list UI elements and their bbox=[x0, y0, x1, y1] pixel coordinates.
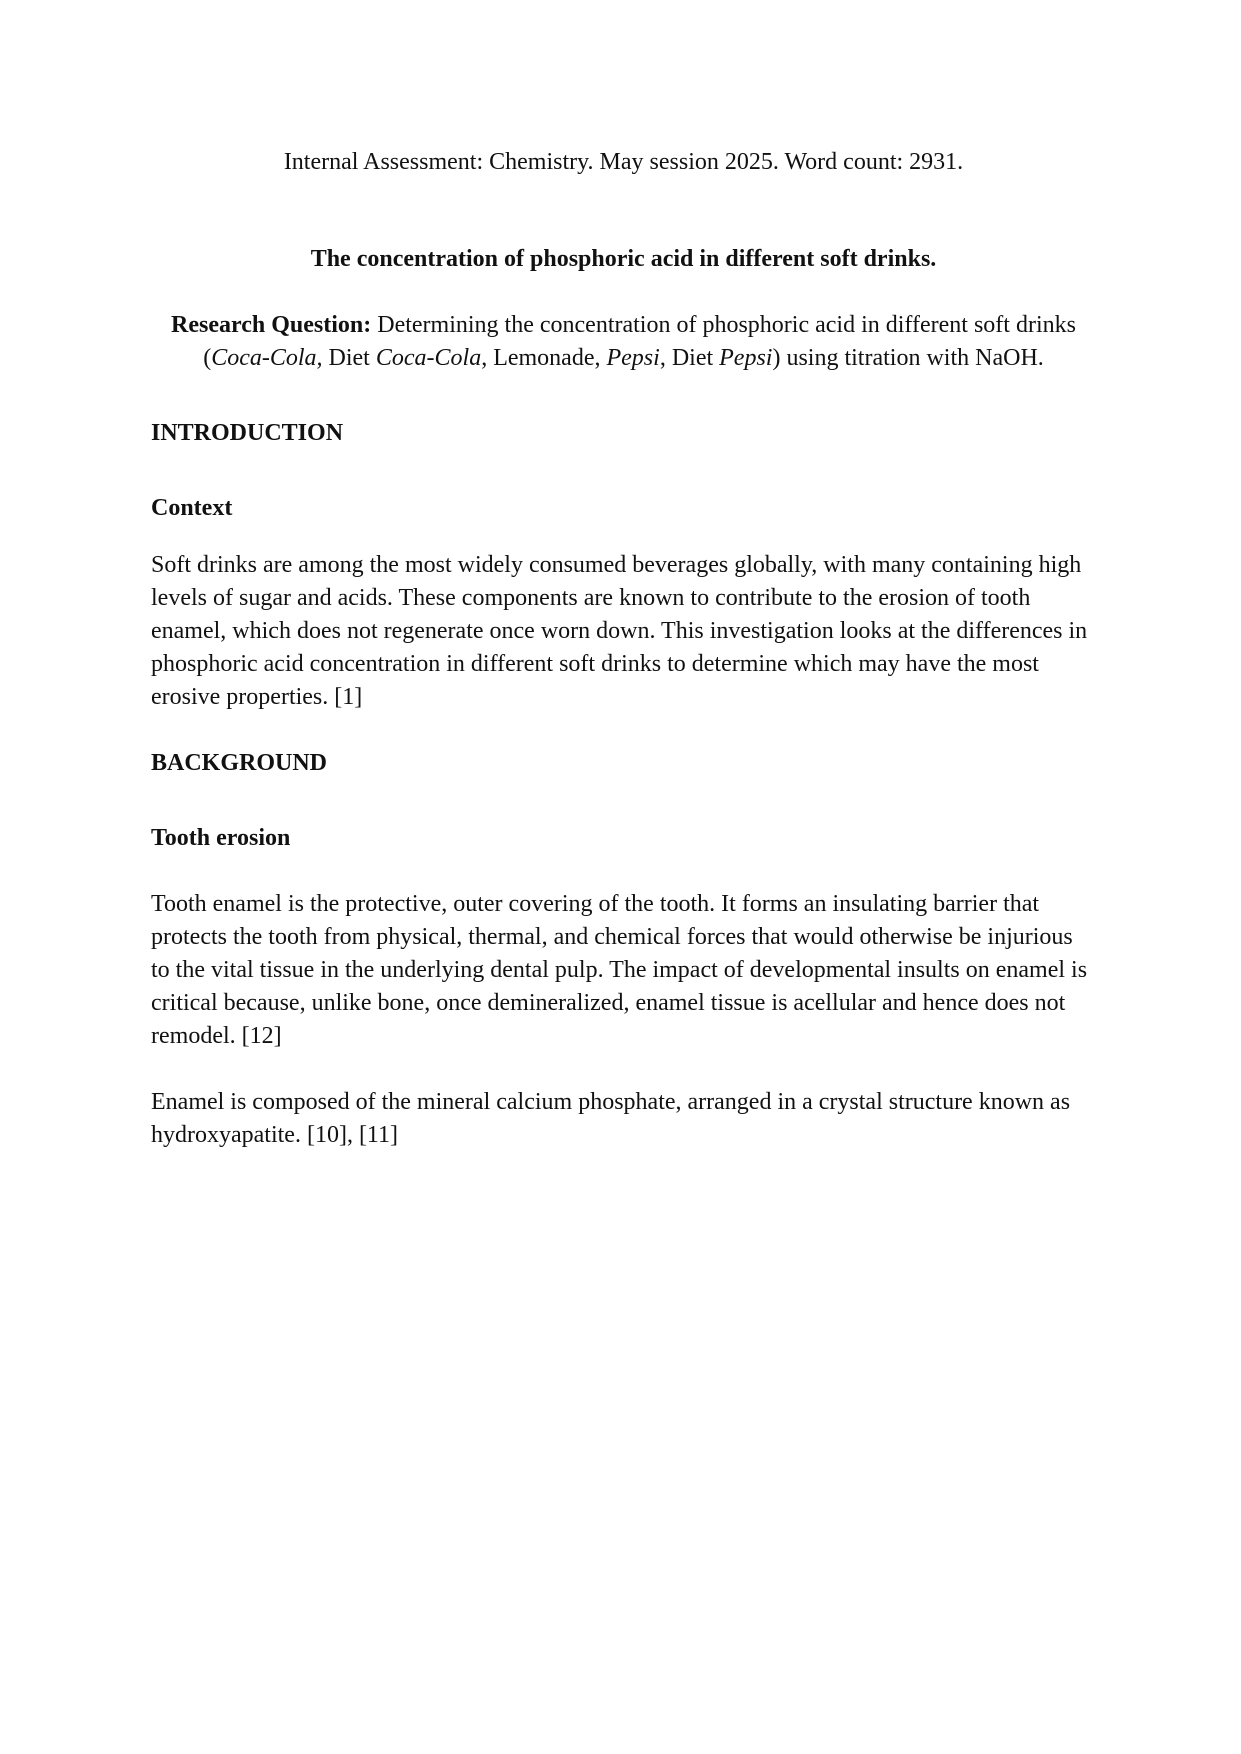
rq-diet-1: Diet bbox=[322, 345, 376, 371]
document-title: The concentration of phosphoric acid in different soft drinks. bbox=[310, 246, 937, 272]
context-paragraph: Soft drinks are among the most widely consumed beverages globally, with many containing high levels of sugar and acids. These components are known to contribute to the erosion of tooth enamel, which does not regenerate once worn down. This investigation looks at the differences in phosphoric acid concentration in different soft drinks to determine which may have the most erosive properties. [1] bbox=[151, 552, 1088, 710]
enamel-composition-paragraph: Enamel is composed of the mineral calcium phosphate, arranged in a crystal structure known as hydroxyapatite. [10], [11] bbox=[151, 1089, 1071, 1148]
rq-pepsi-2: Pepsi bbox=[719, 345, 773, 371]
research-question bbox=[151, 309, 1096, 375]
tooth-enamel-paragraph: Tooth enamel is the protective, outer covering of the tooth. It forms an insulating barrier that protects the tooth from physical, thermal, and chemical forces that would otherwise be injurious to the vital tissue in the underlying dental pulp. The impact of developmental insults on enamel is critical because, unlike bone, once demineralized, enamel tissue is acellular and hence does not remodel. [12] bbox=[151, 891, 1088, 1049]
rq-lemonade: , Lemonade, bbox=[481, 345, 607, 371]
background-heading: BACKGROUND bbox=[151, 750, 328, 776]
tooth-erosion-heading: Tooth erosion bbox=[151, 825, 291, 851]
assessment-meta-line: Internal Assessment: Chemistry. May session 2025. Word count: 2931. bbox=[283, 149, 964, 175]
context-heading: Context bbox=[151, 495, 233, 521]
rq-coca-cola-2: Coca-Cola bbox=[375, 345, 482, 371]
rq-text-before: Determining the concentration of phosphoric acid in different soft drinks ( bbox=[203, 312, 1076, 371]
introduction-heading: INTRODUCTION bbox=[151, 420, 344, 446]
research-question-label: Research Question: bbox=[171, 312, 372, 338]
rq-coca-cola: Coca-Cola, bbox=[211, 345, 323, 371]
rq-text-after: ) using titration with NaOH. bbox=[772, 345, 1044, 371]
rq-pepsi: Pepsi bbox=[606, 345, 660, 371]
page-content bbox=[151, 146, 1096, 1152]
rq-diet-2: , Diet bbox=[659, 345, 720, 371]
